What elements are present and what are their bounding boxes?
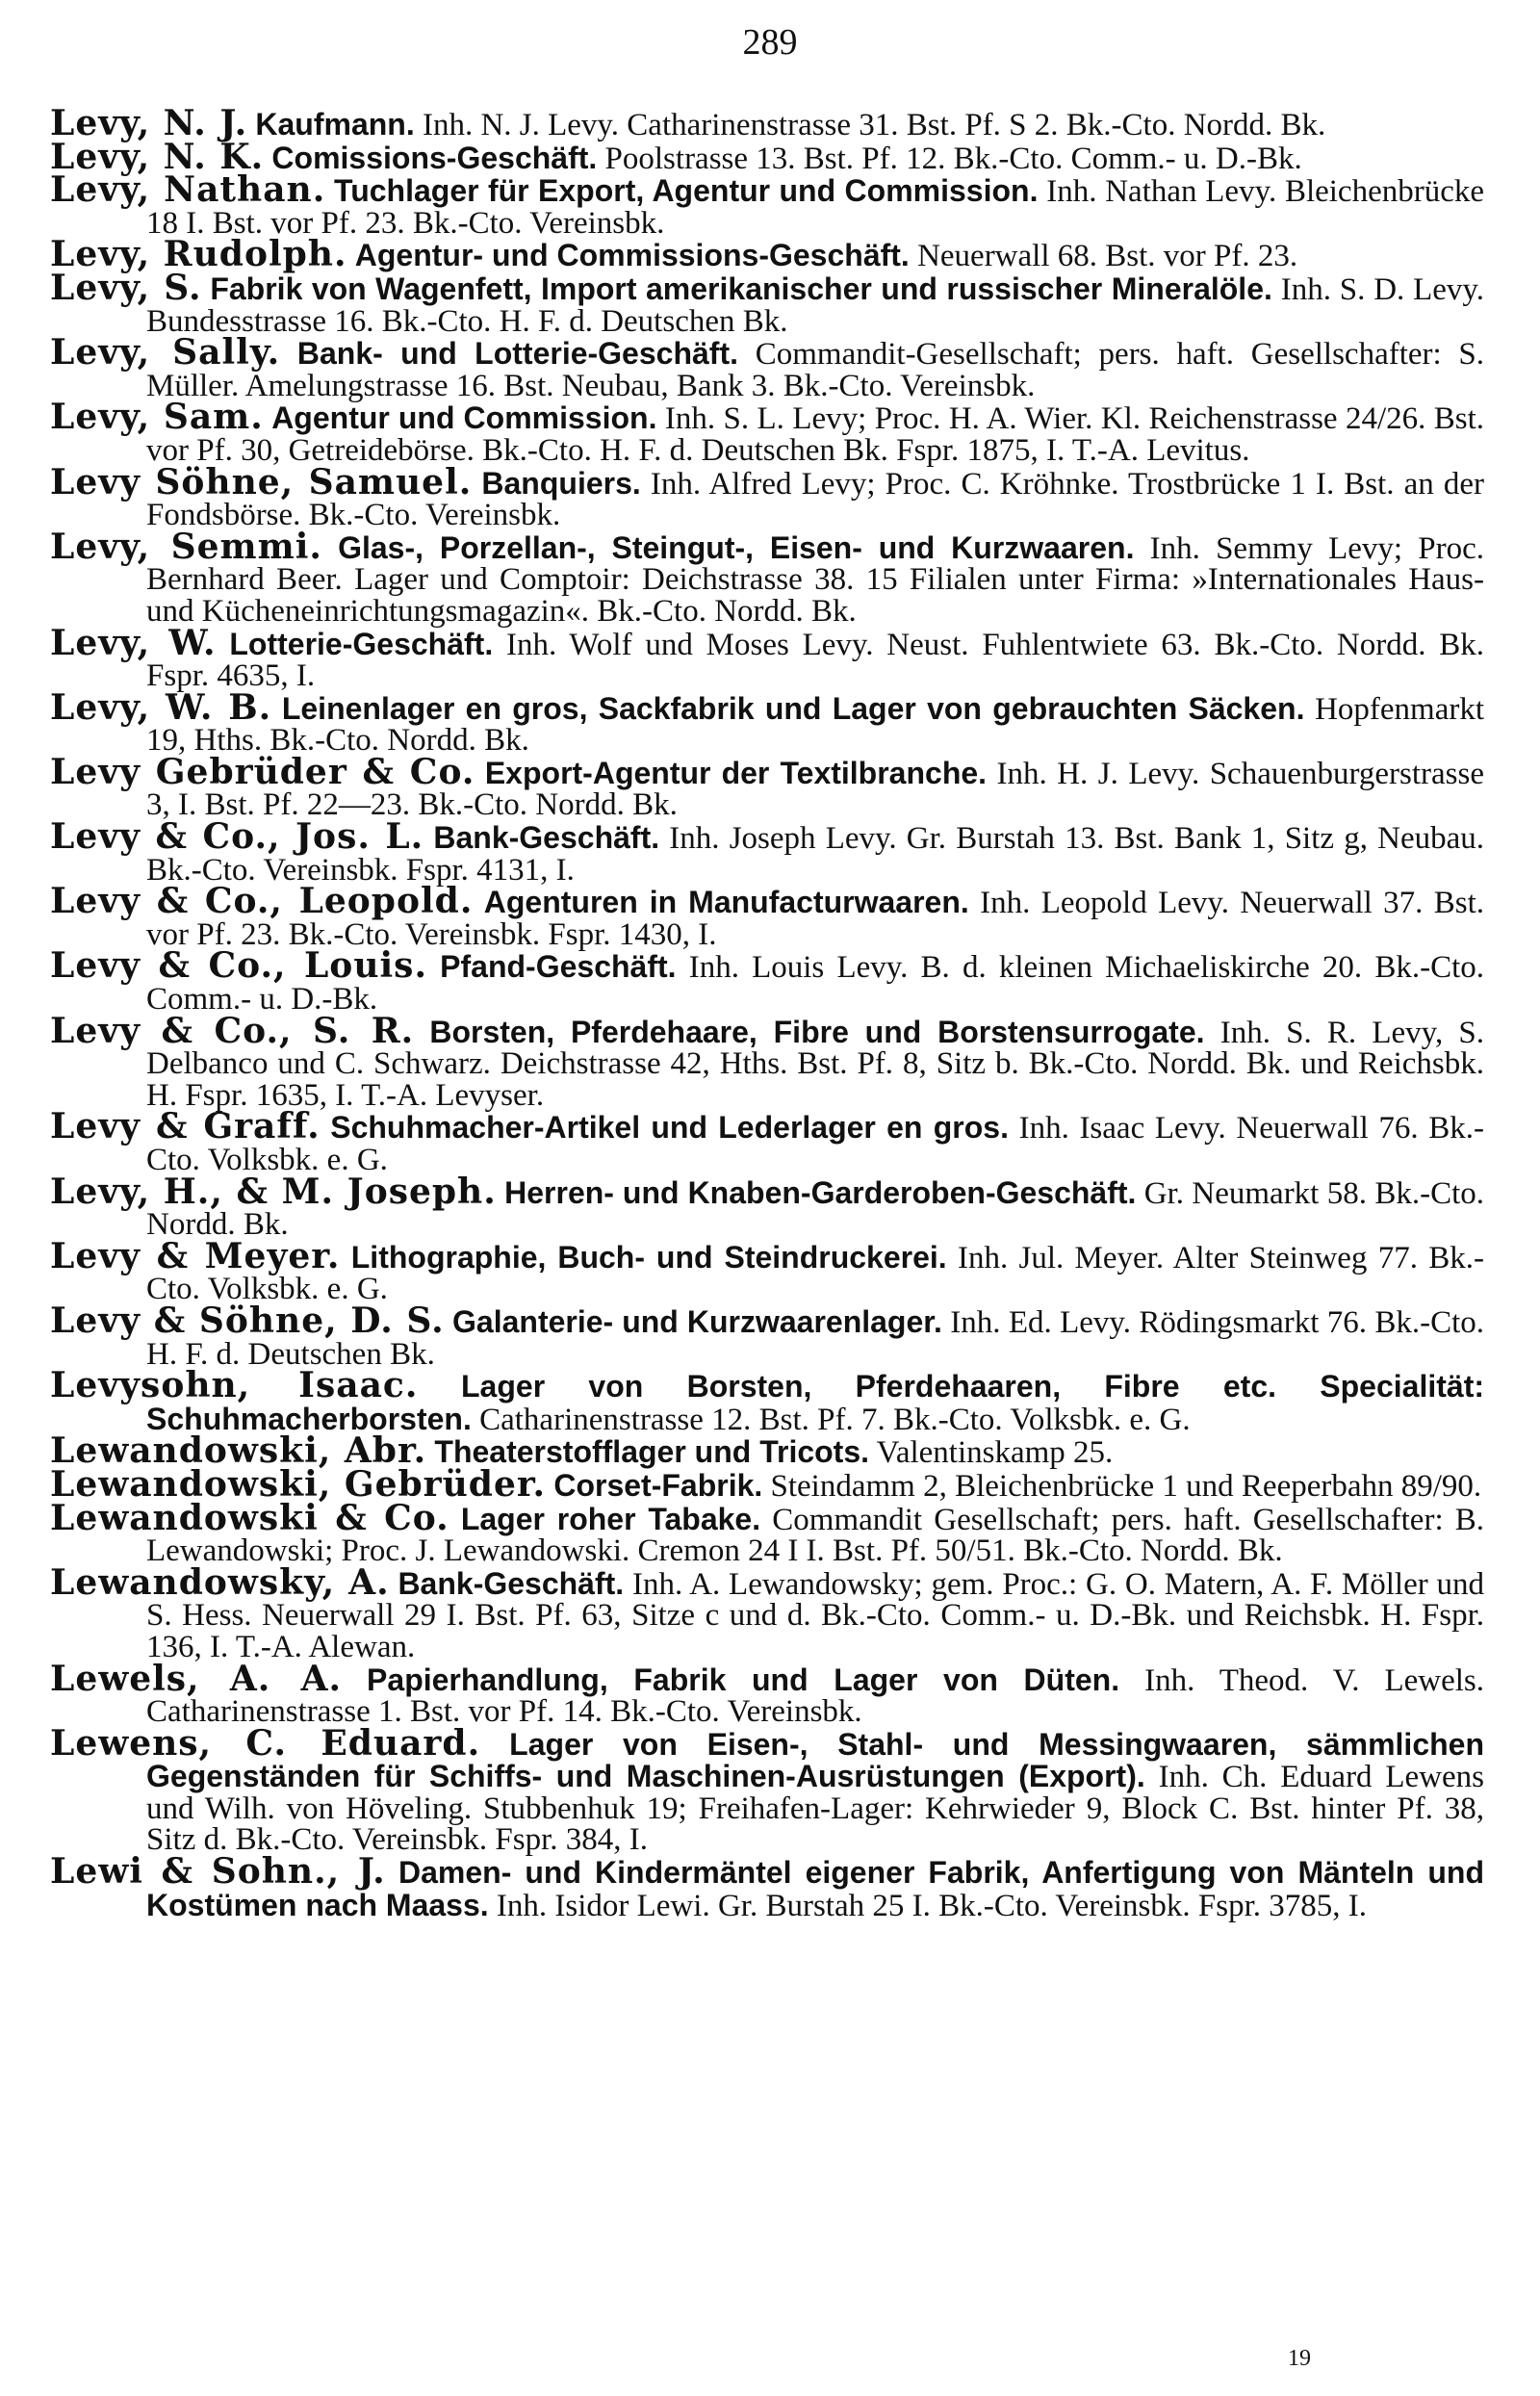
directory-entry <box>50 1658 1485 1730</box>
entry-trade: Lager von Borsten, Pferdehaaren, Fibre etc. Specialität: Schuhmacherborsten. <box>146 1369 1485 1436</box>
entry-trade: Fabrik von Wagenfett, Import amerikanischer und russischer Mineralöle. <box>210 271 1272 306</box>
directory-entry <box>50 461 1485 533</box>
entry-details: Inh. Louis Levy. B. d. kleinen Michaeliskirche 20. Bk.-Cto. Comm.- u. D.-Bk. <box>146 950 1485 1018</box>
entry-details: Inh. Isaac Levy. Neuerwall 76. Bk.-Cto. Volksbk. e. G. <box>146 1111 1485 1177</box>
entry-name: Levy, S. <box>50 267 202 308</box>
entry-trade: Theaterstofflager und Tricots. <box>434 1434 870 1470</box>
entry-name: Levy & Meyer. <box>50 1235 341 1276</box>
entry-name: Levy, W. B. <box>50 686 272 728</box>
directory-entry <box>50 526 1484 629</box>
entry-trade: Agenturen in Manufacturwaaren. <box>483 885 969 920</box>
directory-entry <box>50 1171 1484 1243</box>
entry-trade: Papierhandlung, Fabrik und Lager von Düten. <box>367 1662 1120 1697</box>
entry-trade: Schuhmacher-Artikel und Lederlager en gros. <box>330 1110 1009 1146</box>
entry-trade: Damen- und Kindermäntel eigener Fabrik, Anfertigung von Mänteln und Kostümen nach Maass. <box>146 1855 1485 1922</box>
directory-entry <box>50 1010 1485 1113</box>
entry-name: Levysohn, Isaac. <box>50 1365 419 1406</box>
directory-entry <box>50 1722 1485 1858</box>
entry-trade: Pfand-Geschäft. <box>440 949 677 985</box>
directory-entry <box>50 816 1485 888</box>
directory-entry <box>50 1561 1485 1664</box>
entry-trade: Glas-, Porzellan-, Steingut-, Eisen- und Kurzwaaren. <box>338 529 1135 565</box>
entry-trade: Bank-Geschäft. <box>398 1565 625 1601</box>
entry-details: Catharinenstrasse 12. Bst. Pf. 7. Bk.-Cto. Volksbk. e. G. <box>479 1402 1191 1437</box>
directory-entry <box>50 1300 1485 1372</box>
entry-details: Inh. S. R. Levy, S. Delbanco und C. Schwarz. Deichstrasse 42, Hths. Bst. Pf. 8, Sitz b. Bk.-Cto. Nordd. Bk. und Reichsbk. H. Fspr. 1635, I. T.-A. Levyser. <box>146 1015 1485 1113</box>
entry-details: Commandit Gesellschaft; pers. haft. Gesellschafter: B. Lewandowski; Proc. J. Lewandowski. Cremon 24 I I. Bst. Pf. 50/51. Bk.-Cto. Nordd. Bk. <box>146 1502 1485 1569</box>
entry-trade: Lithographie, Buch- und Steindruckerei. <box>350 1239 947 1275</box>
directory-entry <box>50 945 1485 1018</box>
directory-entry <box>50 332 1485 403</box>
entry-trade: Bank-Geschäft. <box>433 820 660 856</box>
directory-entry <box>50 1851 1485 1923</box>
entry-details: Steindamm 2, Bleichenbrücke 1 und Reeperbahn 89/90. <box>770 1468 1482 1504</box>
entry-details: Inh. Isidor Lewi. Gr. Burstah 25 I. Bk.-Cto. Vereinsbk. Fspr. 3785, I. <box>496 1888 1367 1923</box>
entry-trade: Kaufmann. <box>255 107 415 142</box>
entry-trade: Banquiers. <box>481 465 641 501</box>
directory-entry <box>50 1106 1485 1177</box>
entry-name: Levy & Graff. <box>50 1106 321 1147</box>
entry-trade: Corset-Fabrik. <box>553 1467 763 1503</box>
entry-name: Levy, Sally. <box>50 332 281 374</box>
entry-trade: Lager von Eisen-, Stahl- und Messingwaaren, sämmlichen Gegenständen für Schiffs- und Maschinen-Ausrüstungen (Export). <box>146 1726 1485 1794</box>
entry-name: Levy, Semmi. <box>50 526 322 567</box>
entry-name: Levy & Co., S. R. <box>50 1010 415 1051</box>
directory-entry <box>50 1365 1485 1437</box>
entry-name: Lewandowski, Abr. <box>50 1430 427 1472</box>
entry-details: Inh. A. Lewandowsky; gem. Proc.: G. O. Matern, A. F. Möller und S. Hess. Neuerwall 29 I. Bst. Pf. 63, Sitze c und d. Bk.-Cto. Comm.- u. D.-Bk. und Reichsbk. H. Fspr. 136, I. T.-A. Alewan. <box>146 1566 1485 1664</box>
entry-name: Levy, Rudolph. <box>50 234 347 275</box>
entry-details: Inh. Nathan Levy. Bleichenbrücke 18 I. Bst. vor Pf. 23. Bk.-Cto. Vereinsbk. <box>146 174 1485 241</box>
entry-name: Levy & Co., Jos. L. <box>50 816 424 858</box>
entry-details: Hopfenmarkt 19, Hths. Bk.-Cto. Nordd. Bk. <box>146 691 1485 759</box>
entry-details: Inh. H. J. Levy. Schauenburgerstrasse 3, I. Bst. Pf. 22—23. Bk.-Cto. Nordd. Bk. <box>146 756 1484 823</box>
entry-name: Levy & Co., Louis. <box>50 945 427 987</box>
directory-entry <box>50 397 1485 468</box>
entry-name: Levy, Sam. <box>50 397 264 438</box>
directory-entry <box>50 267 1485 339</box>
entry-name: Levy & Söhne, D. S. <box>50 1300 445 1341</box>
entry-details: Inh. Theod. V. Lewels. Catharinenstrasse 1. Bst. vor Pf. 14. Bk.-Cto. Vereinsbk. <box>146 1662 1485 1730</box>
directory-listing <box>50 103 1485 1923</box>
entry-name: Levy, N. K. <box>50 136 265 177</box>
entry-details: Inh. S. D. Levy. Bundesstrasse 16. Bk.-Cto. H. F. d. Deutschen Bk. <box>146 271 1485 339</box>
directory-entry <box>50 881 1485 952</box>
directory-entry <box>50 622 1485 694</box>
entry-trade: Export-Agentur der Textilbranche. <box>484 755 988 790</box>
entry-details: Inh. Ed. Levy. Rödingsmarkt 76. Bk.-Cto. H. F. d. Deutschen Bk. <box>146 1304 1485 1372</box>
page-number: 289 <box>742 22 798 63</box>
entry-name: Levy Söhne, Samuel. <box>50 461 473 502</box>
directory-entry <box>50 103 1484 143</box>
entry-details: Commandit-Gesellschaft; pers. haft. Gesellschafter: S. Müller. Amelungstrasse 16. Bst. Neubau, Bank 3. Bk.-Cto. Vereinsbk. <box>146 337 1485 403</box>
entry-name: Levy, N. J. <box>50 103 248 143</box>
entry-details: Inh. Jul. Meyer. Alter Steinweg 77. Bk.-Cto. Volksbk. e. G. <box>146 1240 1484 1307</box>
entry-details: Inh. Joseph Levy. Gr. Burstah 13. Bst. Bank 1, Sitz g, Neubau. Bk.-Cto. Vereinsbk. Fspr. 4131, I. <box>146 821 1485 888</box>
entry-details: Inh. Leopold Levy. Neuerwall 37. Bst. vor Pf. 23. Bk.-Cto. Vereinsbk. Fspr. 1430, I. <box>146 886 1485 952</box>
entry-name: Lewi & Sohn., J. <box>50 1851 386 1893</box>
entry-trade: Galanterie- und Kurzwaarenlager. <box>452 1303 942 1339</box>
entry-name: Levy Gebrüder & Co. <box>50 751 475 792</box>
entry-trade: Borsten, Pferdehaare, Fibre und Borstensurrogate. <box>429 1014 1205 1049</box>
entry-trade: Comissions-Geschäft. <box>271 140 598 175</box>
directory-entry <box>50 751 1484 823</box>
directory-entry <box>50 1497 1485 1569</box>
entry-details: Inh. Alfred Levy; Proc. C. Kröhnke. Trostbrücke 1 I. Bst. an der Fondsbörse. Bk.-Cto. Vereinsbk. <box>146 466 1485 533</box>
entry-trade: Lotterie-Geschäft. <box>229 626 494 661</box>
directory-entry <box>50 234 1484 275</box>
entry-trade: Tuchlager für Export, Agentur und Commission. <box>334 173 1039 209</box>
entry-name: Levy, H., & M. Joseph. <box>50 1171 497 1212</box>
directory-entry <box>50 686 1485 759</box>
sheet-signature-mark: 19 <box>1288 2346 1311 2371</box>
directory-entry <box>50 169 1485 241</box>
entry-trade: Bank- und Lotterie-Geschäft. <box>296 336 738 372</box>
entry-name: Lewandowski, Gebrüder. <box>50 1463 547 1505</box>
entry-details: Inh. N. J. Levy. Catharinenstrasse 31. Bst. Pf. S 2. Bk.-Cto. Nordd. Bk. <box>422 108 1326 142</box>
entry-details: Gr. Neumarkt 58. Bk.-Cto. Nordd. Bk. <box>146 1175 1484 1243</box>
entry-details: Inh. S. L. Levy; Proc. H. A. Wier. Kl. Reichenstrasse 24/26. Bst. vor Pf. 30, Getreidebörse. Bk.-Cto. H. F. d. Deutschen Bk. Fspr. 1875, I. T.-A. Levitus. <box>146 401 1485 468</box>
entry-details: Inh. Semmy Levy; Proc. Bernhard Beer. Lager und Comptoir: Deichstrasse 38. 15 Filialen unter Firma: »Internationales Haus- und Kücheneinrichtungsmagazin«. Bk.-Cto. Nordd. Bk. <box>146 530 1484 629</box>
entry-name: Levy, Nathan. <box>50 169 326 211</box>
entry-details: Inh. Ch. Eduard Lewens und Wilh. von Höveling. Stubbenhuk 19; Freihafen-Lager: Kehrwieder 9, Block C. Bst. hinter Pf. 38, Sitz d. Bk.-Cto. Vereinsbk. Fspr. 384, I. <box>146 1760 1485 1858</box>
entry-details: Poolstrasse 13. Bst. Pf. 12. Bk.-Cto. Comm.- u. D.-Bk. <box>604 141 1302 176</box>
entry-name: Lewandowsky, A. <box>50 1561 390 1603</box>
entry-trade: Agentur und Commission. <box>271 400 657 436</box>
entry-trade: Lager roher Tabake. <box>460 1501 761 1536</box>
entry-name: Lewens, C. Eduard. <box>50 1722 481 1764</box>
entry-name: Lewandowski & Co. <box>50 1497 449 1538</box>
entry-details: Inh. Wolf und Moses Levy. Neust. Fuhlentwiete 63. Bk.-Cto. Nordd. Bk. Fspr. 4635, I. <box>146 627 1485 694</box>
entry-details: Valentinskamp 25. <box>876 1435 1114 1471</box>
entry-name: Levy, W. <box>50 622 217 663</box>
entry-name: Levy & Co., Leopold. <box>50 881 474 922</box>
entry-trade: Agentur- und Commissions-Geschäft. <box>354 238 910 273</box>
entry-name: Lewels, A. A. <box>50 1658 343 1699</box>
entry-trade: Herren- und Knaben-Garderoben-Geschäft. <box>504 1174 1137 1210</box>
directory-entry <box>50 1235 1484 1307</box>
entry-details: Neuerwall 68. Bst. vor Pf. 23. <box>917 239 1298 274</box>
entry-trade: Leinenlager en gros, Sackfabrik und Lager von gebrauchten Säcken. <box>281 690 1305 726</box>
